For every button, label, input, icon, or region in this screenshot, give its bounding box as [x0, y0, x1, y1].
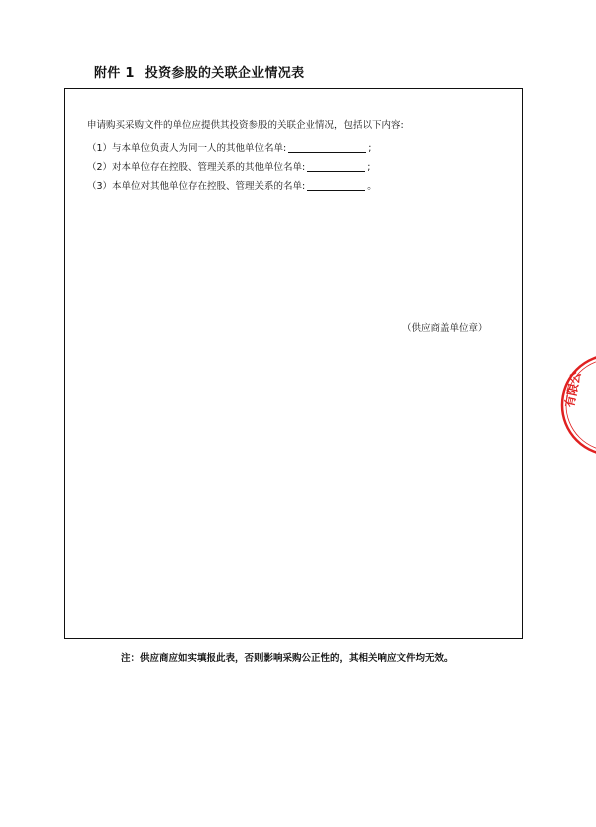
- footer-note: 注：供应商应如实填报此表，否则影响采购公正性的，其相关响应文件均无效。: [121, 653, 454, 664]
- item-3-label: （3）本单位对其他单位存在控股、管理关系的名单:: [87, 181, 306, 192]
- company-seal-stamp: [548, 350, 596, 460]
- item-1: [87, 140, 371, 154]
- item-3: [87, 178, 377, 192]
- item-1-label: （1）与本单位负责人为同一人的其他单位名单:: [87, 143, 287, 154]
- intro-text: 申请购买采购文件的单位应提供其投资参股的关联企业情况，包括以下内容:: [87, 120, 404, 131]
- item-3-blank[interactable]: [307, 179, 365, 191]
- item-2-label: （2）对本单位存在控股、管理关系的其他单位名单:: [87, 162, 306, 173]
- form-title: 投资参股的关联企业情况表: [144, 66, 305, 81]
- item-1-end: ;: [368, 143, 372, 154]
- page-title: [94, 62, 304, 81]
- attachment-label: 附件 1: [94, 66, 135, 81]
- seal-text: 有限公: [562, 370, 584, 409]
- item-3-end: 。: [367, 181, 377, 192]
- item-2: [87, 159, 370, 173]
- seal-caption: （供应商盖单位章）: [402, 323, 488, 334]
- item-2-end: ;: [367, 162, 371, 173]
- item-1-blank[interactable]: [288, 141, 366, 153]
- item-2-blank[interactable]: [307, 160, 365, 172]
